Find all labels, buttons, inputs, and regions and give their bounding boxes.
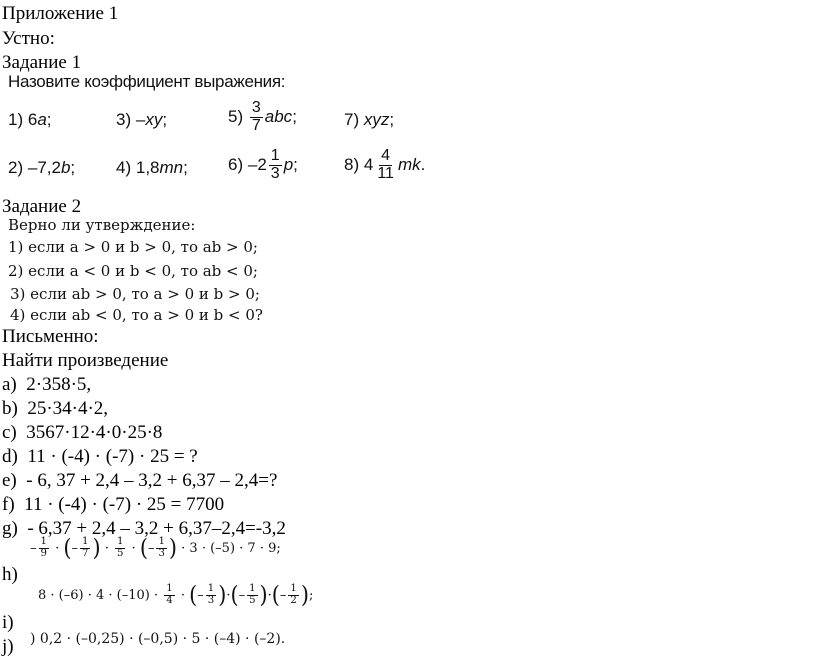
task2-statement-1: 1) если a > 0 и b > 0, то ab > 0; <box>8 238 258 256</box>
task1-item-2: 2) –7,2 b ; <box>8 158 76 177</box>
task2-statement-4: 4) если ab < 0, то a > 0 и b < 0? <box>10 306 263 324</box>
task2-heading: Задание 2 <box>2 196 82 217</box>
task2-prompt: Верно ли утверждение: <box>8 216 196 234</box>
find-product-heading: Найти произведение <box>2 350 169 371</box>
exercise-d: d) 11 · (-4) · (-7) · 25 = ? <box>2 446 198 467</box>
exercise-j: j) <box>2 636 14 657</box>
exercise-f: f) 11 · (-4) · (-7) · 25 = 7700 <box>2 494 225 515</box>
exercise-e: e) - 6, 37 + 2,4 – 3,2 + 6,37 – 2,4=? <box>2 470 278 491</box>
exercise-h: h) <box>2 564 18 585</box>
exercise-g: g) - 6,37 + 2,4 – 3,2 + 6,37–2,4=-3,2 <box>2 518 286 539</box>
oral-heading: Устно: <box>2 28 55 49</box>
exercise-i: i) <box>2 612 14 633</box>
exercise-b: b) 25·34·4·2, <box>2 398 109 419</box>
expression-i: 8 · (–6) · 4 · (–10) · $\frac{1}{4}$ · ( – $\frac{1}{3}$ ) · ( – $\frac{1}{5}$ ) · ( – $\frac{1}{2}$ ) ; <box>38 581 314 608</box>
task1-item-8: 8) 4 $\frac{4}{11}$ mk . <box>344 147 426 182</box>
task1-item-6: 6) –2 $\frac{1}{3}$ p ; <box>228 147 298 182</box>
task1-item-1: 1) 6 a ; <box>8 110 52 129</box>
task2-statement-3: 3) если ab > 0, то a > 0 и b > 0; <box>10 285 260 303</box>
expression-h: – $\frac{1}{9}$ · ( – $\frac{1}{7}$ ) · $\frac{1}{5}$ · ( – $\frac{1}{3}$ ) · 3 · (–5) · 7 · 9; <box>30 534 281 561</box>
appendix-title: Приложение 1 <box>2 3 119 24</box>
task1-prompt: Назовите коэффициент выражения: <box>8 72 286 91</box>
expression-j: ) 0,2 · (–0,25) · (–0,5) · 5 · (–4) · (–2). <box>30 631 286 647</box>
task1-item-5: 5) $\frac{3}{7}$ abc ; <box>228 99 297 134</box>
task1-item-4: 4) 1,8 mn ; <box>116 158 188 177</box>
exercise-c: c) 3567·12·4·0·25·8 <box>2 422 163 443</box>
exercise-a: a) 2·358·5, <box>2 374 92 395</box>
task1-heading: Задание 1 <box>2 52 82 73</box>
task1-item-7: 7) xyz ; <box>344 110 395 129</box>
written-heading: Письменно: <box>2 326 99 347</box>
task2-statement-2: 2) если a < 0 и b < 0, то ab < 0; <box>8 262 258 280</box>
task1-item-3: 3) – xy ; <box>116 110 168 129</box>
